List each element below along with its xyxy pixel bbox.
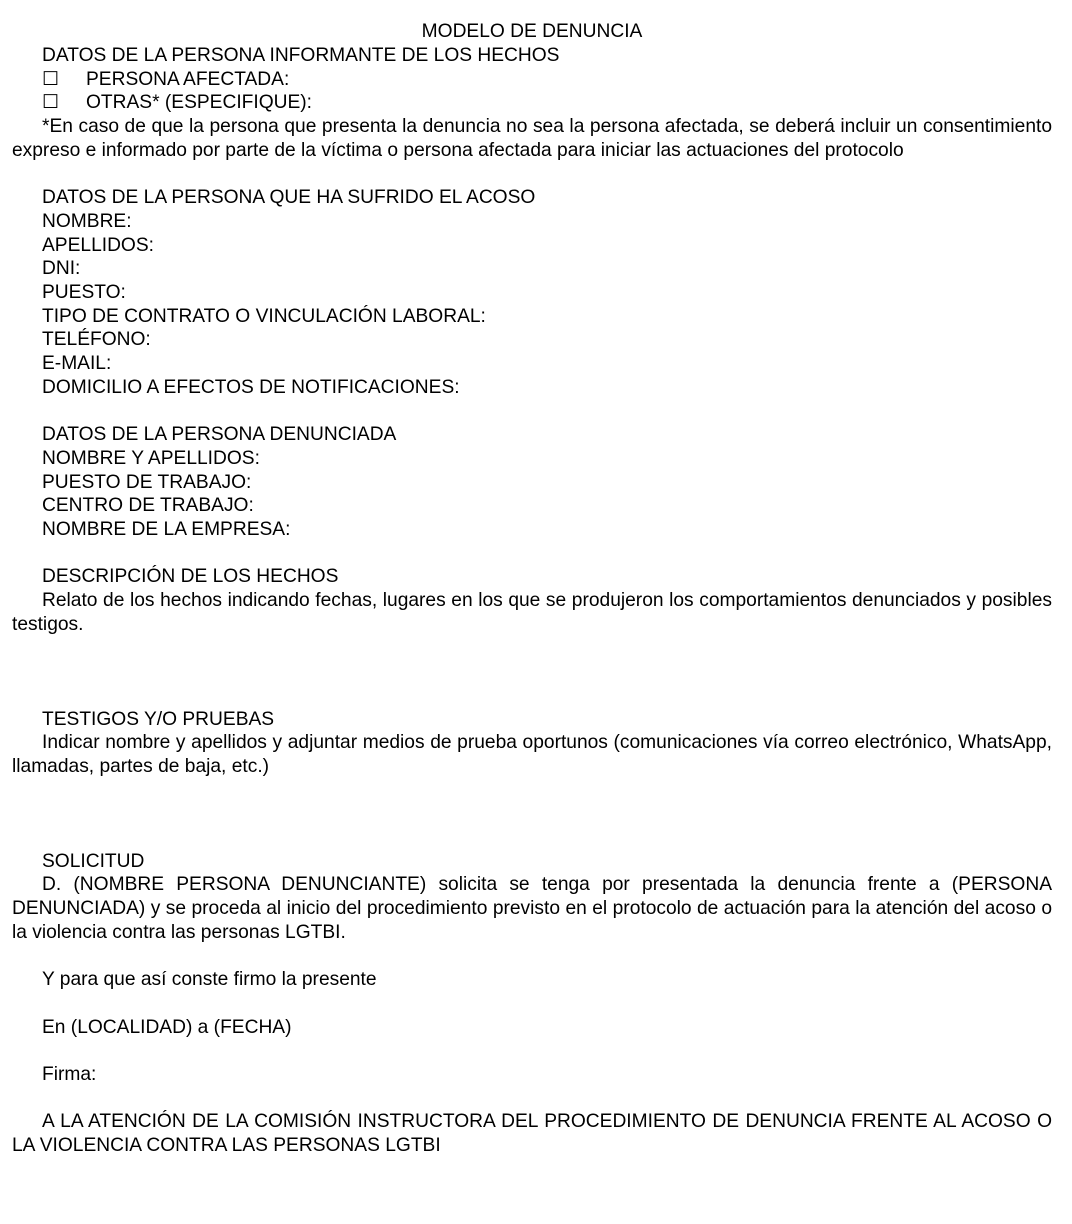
option-label: OTRAS* (ESPECIFIQUE): [86, 92, 313, 114]
hechos-text: Relato de los hechos indicando fechas, lugares en los que se produjeron los comportamientos denunciados y posibles testigos. [12, 590, 1052, 635]
attention-line: A LA ATENCIÓN DE LA COMISIÓN INSTRUCTORA DEL PROCEDIMIENTO DE DENUNCIA FRENTE AL ACOSO O LA VIOLENCIA CONTRA LAS PERSONAS LGTBI [12, 1111, 1052, 1157]
testigos-text: Indicar nombre y apellidos y adjuntar medios de prueba oportunos (comunicaciones vía correo electrónico, WhatsApp, llamadas, partes de baja, etc.) [12, 732, 1052, 777]
field-apellidos: APELLIDOS: [42, 234, 154, 256]
option-otras [12, 91, 1052, 115]
field-email: E-MAIL: [42, 353, 112, 375]
solicitud-text: D. (NOMBRE PERSONA DENUNCIANTE) solicita se tenga por presentada la denuncia frente a (PERSONA DENUNCIADA) y se proceda al inicio del procedimiento previsto en el protocolo de actuación para la atención del acoso o la violencia contra las personas LGTBI. [12, 874, 1052, 943]
field-puesto-trabajo: PUESTO DE TRABAJO: [42, 471, 252, 493]
field-centro-trabajo: CENTRO DE TRABAJO: [42, 495, 254, 517]
informante-heading: DATOS DE LA PERSONA INFORMANTE DE LOS HECHOS [42, 45, 560, 66]
field-domicilio: DOMICILIO A EFECTOS DE NOTIFICACIONES: [42, 376, 460, 398]
field-puesto: PUESTO: [42, 282, 126, 304]
solicitud-heading: SOLICITUD [42, 850, 145, 872]
document-title: MODELO DE DENUNCIA [421, 21, 643, 42]
place-date-line: En (LOCALIDAD) a (FECHA) [42, 1016, 292, 1038]
document [12, 20, 1052, 1158]
field-dni: DNI: [42, 258, 81, 280]
field-nombre: NOMBRE: [42, 210, 132, 232]
field-nombre-apellidos: NOMBRE Y APELLIDOS: [42, 447, 260, 469]
afectada-heading: DATOS DE LA PERSONA QUE HA SUFRIDO EL ACOSO [42, 187, 536, 209]
checkbox-icon: ☐ [42, 92, 60, 114]
field-telefono: TELÉFONO: [42, 329, 151, 351]
conste-line: Y para que así conste firmo la presente [42, 969, 377, 991]
option-label: PERSONA AFECTADA: [86, 68, 290, 90]
testigos-heading: TESTIGOS Y/O PRUEBAS [42, 708, 275, 730]
informante-note: *En caso de que la persona que presenta la denuncia no sea la persona afectada, se deberá incluir un consentimiento expreso e informado por parte de la víctima o persona afectada para iniciar las actuaciones del protocolo [12, 116, 1052, 161]
field-tipo-contrato: TIPO DE CONTRATO O VINCULACIÓN LABORAL: [42, 305, 486, 327]
signature-line: Firma: [42, 1063, 97, 1085]
checkbox-icon: ☐ [42, 68, 60, 90]
denunciada-heading: DATOS DE LA PERSONA DENUNCIADA [42, 424, 397, 446]
option-persona-afectada [12, 68, 1052, 92]
hechos-heading: DESCRIPCIÓN DE LOS HECHOS [42, 566, 339, 588]
field-nombre-empresa: NOMBRE DE LA EMPRESA: [42, 519, 291, 541]
